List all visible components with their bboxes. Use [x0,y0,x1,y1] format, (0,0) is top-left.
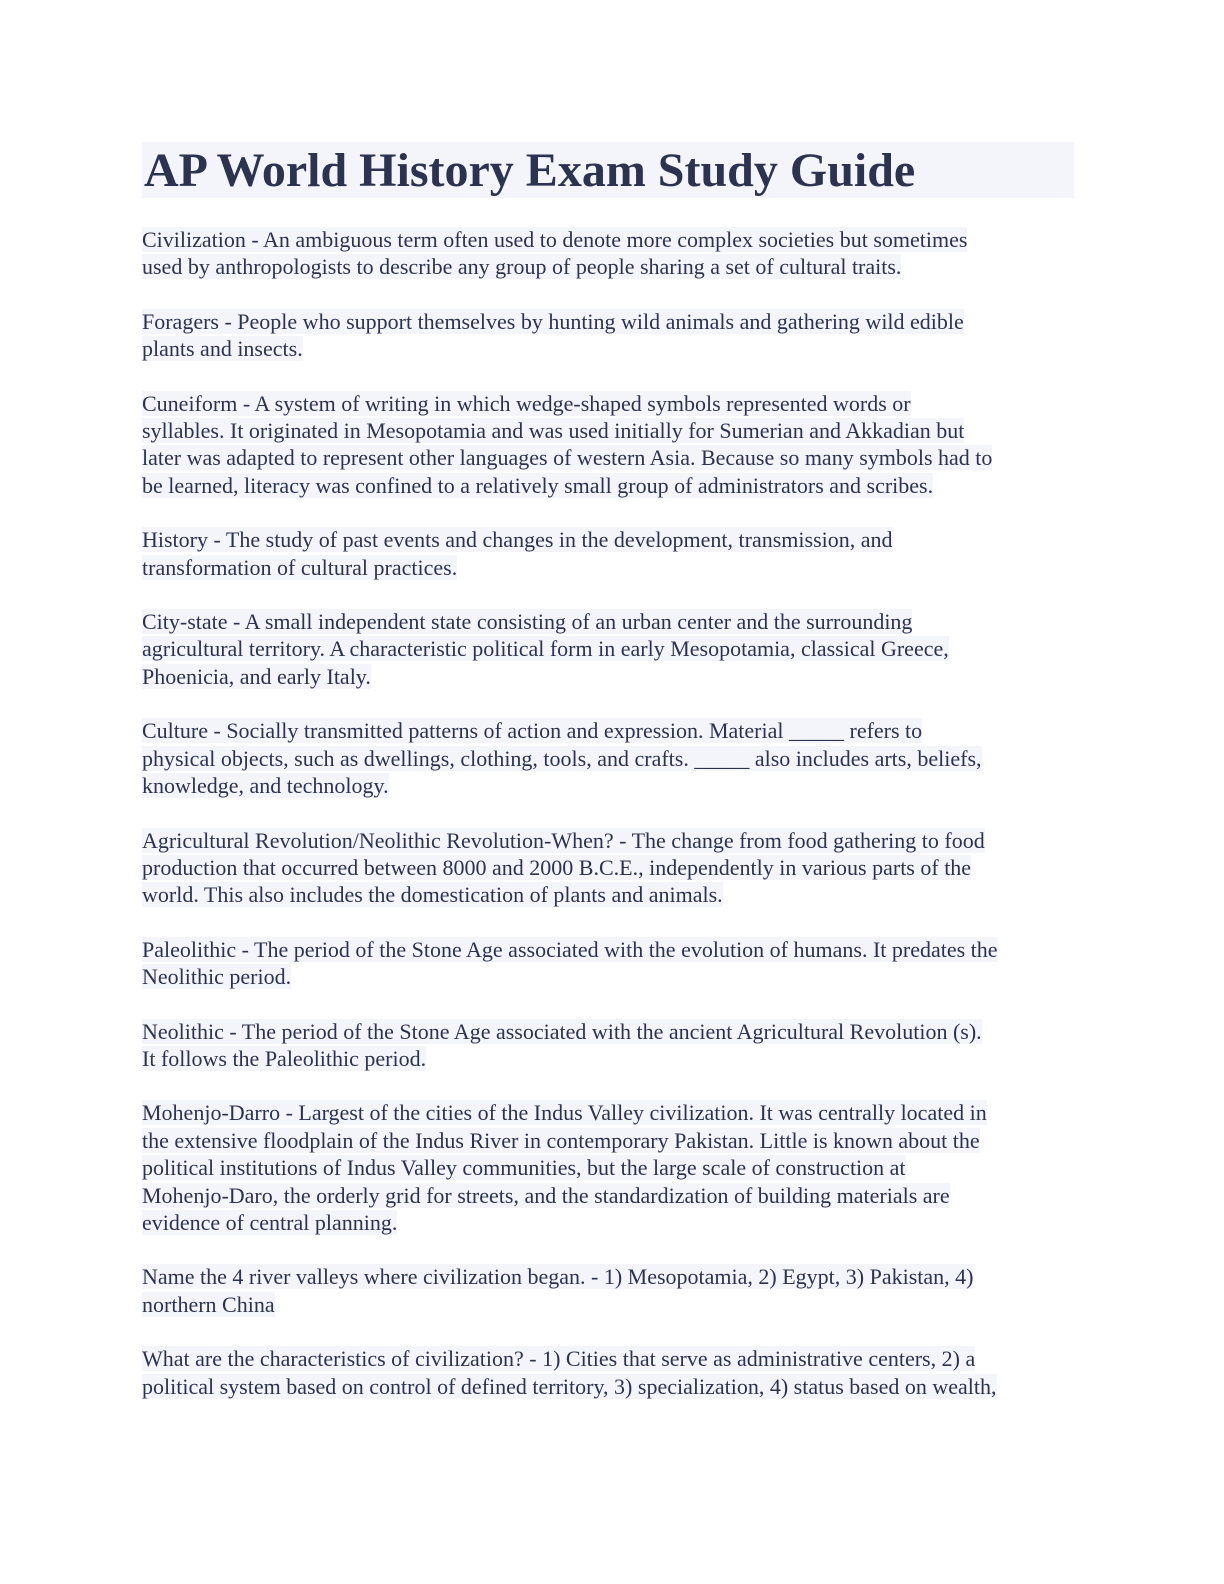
entry-line: northern China [142,1291,275,1317]
entry-line: Paleolithic - The period of the Stone Age associated with the evolution of humans. It predates the [142,936,998,962]
entry-line: transformation of cultural practices. [142,554,458,580]
entry-civilization-characteristics [142,1345,1074,1400]
entry-line: Name the 4 river valleys where civilization began. - 1) Mesopotamia, 2) Egypt, 3) Pakistan, 4) [142,1264,974,1290]
entry-line: be learned, literacy was confined to a relatively small group of administrators and scribes. [142,472,934,498]
entry-neolithic [142,1018,1074,1073]
entry-line: Cuneiform - A system of writing in which wedge-shaped symbols represented words or [142,390,911,416]
entry-line: agricultural territory. A characteristic political form in early Mesopotamia, classical Greece, [142,636,949,662]
entry-line: later was adapted to represent other languages of western Asia. Because so many symbols had to [142,445,993,471]
document-page [142,142,1074,1427]
entry-line: Neolithic period. [142,964,292,990]
entry-list [142,226,1074,1400]
entry-line: Mohenjo-Daro, the orderly grid for streets, and the standardization of building materials are [142,1182,950,1208]
title-bar [142,142,1074,198]
entry-line: Neolithic - The period of the Stone Age associated with the ancient Agricultural Revolution (s). [142,1018,982,1044]
entry-mohenjo-darro [142,1099,1074,1236]
entry-line: Mohenjo-Darro - Largest of the cities of the Indus Valley civilization. It was centrally located in [142,1100,987,1126]
entry-river-valleys [142,1263,1074,1318]
entry-line: plants and insects. [142,336,303,362]
entry-line: syllables. It originated in Mesopotamia and was used initially for Sumerian and Akkadian but [142,418,965,444]
entry-line: physical objects, such as dwellings, clothing, tools, and crafts. _____ also includes arts, beliefs, [142,745,982,771]
page-title: AP World History Exam Study Guide [144,144,916,197]
entry-line: History - The study of past events and changes in the development, transmission, and [142,527,893,553]
entry-line: world. This also includes the domestication of plants and animals. [142,882,723,908]
entry-line: evidence of central planning. [142,1209,398,1235]
entry-line: production that occurred between 8000 and 2000 B.C.E., independently in various parts of the [142,854,972,880]
entry-line: What are the characteristics of civilization? - 1) Cities that serve as administrative centers, 2) a [142,1346,976,1372]
entry-cuneiform [142,390,1074,500]
entry-paleolithic [142,936,1074,991]
entry-line: used by anthropologists to describe any group of people sharing a set of cultural traits. [142,254,902,280]
entry-line: political institutions of Indus Valley communities, but the large scale of construction at [142,1155,906,1181]
entry-line: Culture - Socially transmitted patterns of action and expression. Material _____ refers to [142,718,923,744]
entry-line: the extensive floodplain of the Indus River in contemporary Pakistan. Little is known about the [142,1127,980,1153]
entry-line: political system based on control of defined territory, 3) specialization, 4) status based on wealth, [142,1373,997,1399]
entry-line: Phoenicia, and early Italy. [142,663,371,689]
entry-history [142,526,1074,581]
entry-city-state [142,608,1074,690]
entry-line: knowledge, and technology. [142,773,389,799]
entry-line: City-state - A small independent state consisting of an urban center and the surrounding [142,609,913,635]
entry-line: It follows the Paleolithic period. [142,1045,427,1071]
entry-agricultural-revolution [142,827,1074,909]
entry-line: Foragers - People who support themselves by hunting wild animals and gathering wild edible [142,308,964,334]
entry-culture [142,717,1074,799]
entry-foragers [142,308,1074,363]
entry-civilization [142,226,1074,281]
entry-line: Civilization - An ambiguous term often used to denote more complex societies but sometimes [142,227,968,252]
entry-line: Agricultural Revolution/Neolithic Revolution-When? - The change from food gathering to food [142,827,985,853]
